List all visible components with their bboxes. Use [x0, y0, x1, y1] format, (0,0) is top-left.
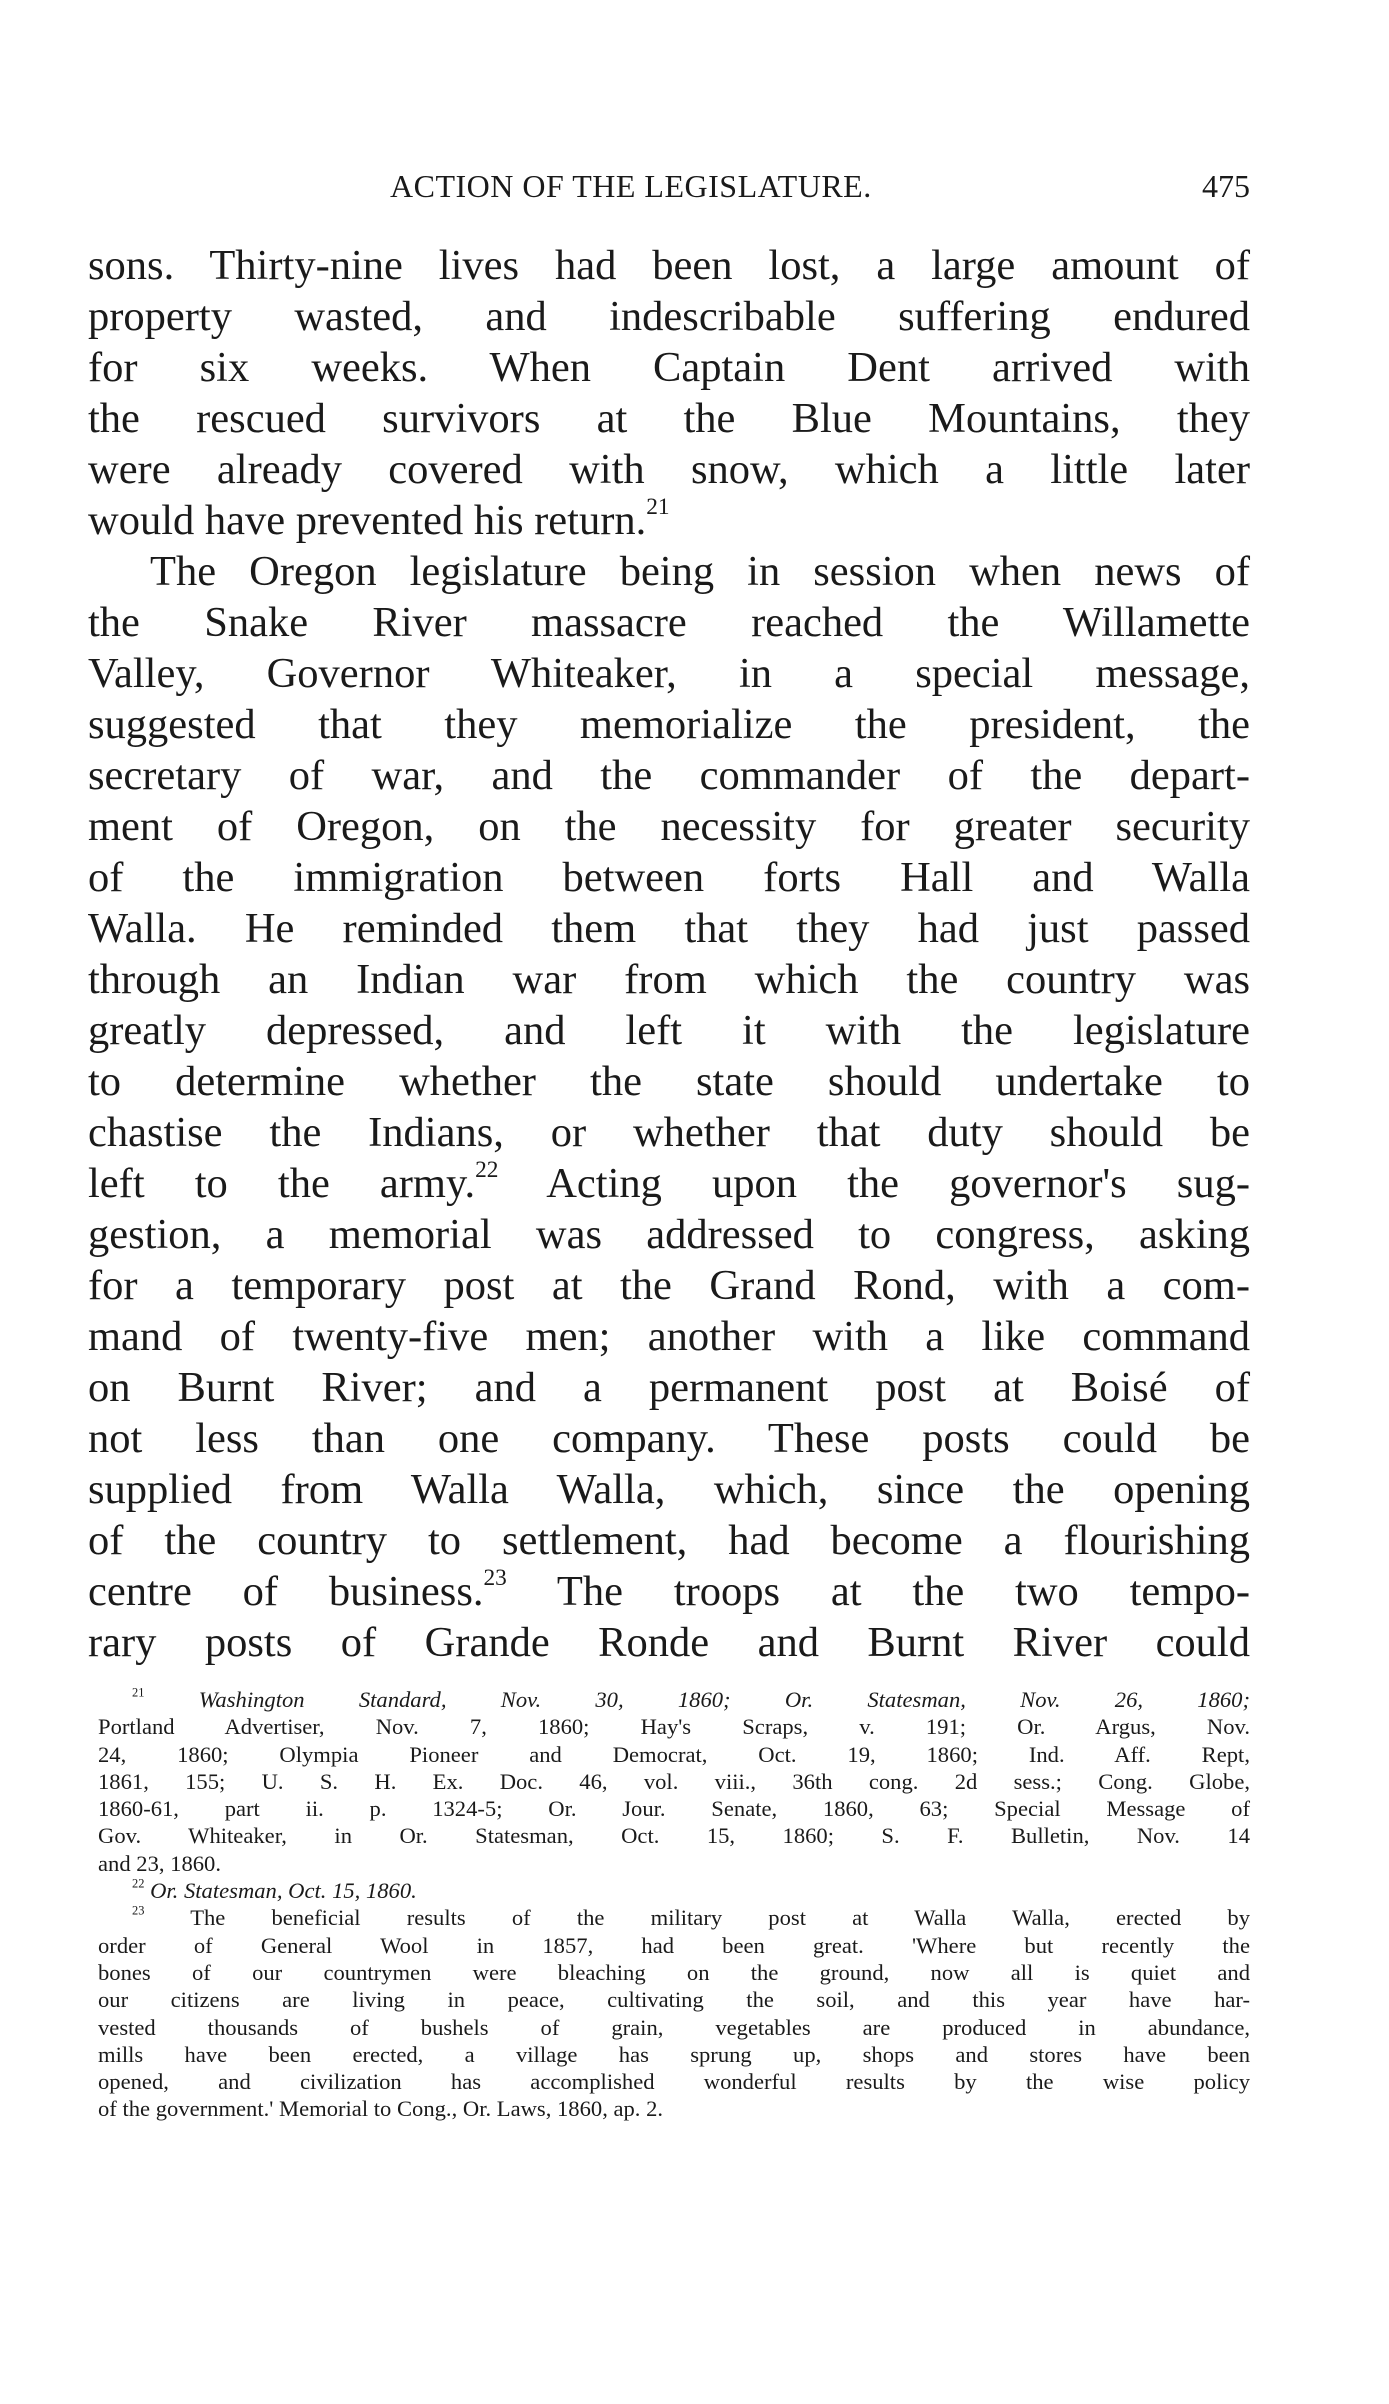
- text-line: through an Indian war from which the country was: [88, 956, 1250, 1003]
- footnote-line: bones of our countrymen were bleaching on the ground, now all is quiet and: [98, 1959, 1250, 1985]
- text-segment: left to the army.: [88, 1160, 476, 1207]
- text-segment: Acting upon the governor's sug-: [498, 1160, 1250, 1207]
- text-segment: The troops at the two tempo-: [506, 1568, 1251, 1615]
- footnote-line: Gov. Whiteaker, in Or. Statesman, Oct. 15, 1860; S. F. Bulletin, Nov. 14: [98, 1823, 1250, 1849]
- footnote-line: vested thousands of bushels of grain, vegetables are produced in abundance,: [98, 2014, 1250, 2040]
- footnote-text: The beneficial results of the military post at Walla Walla, erected by: [190, 1905, 1250, 1931]
- footnote-line: [98, 1686, 1250, 1713]
- text-line: to determine whether the state should undertake to: [88, 1058, 1250, 1105]
- footnote-line: mills have been erected, a village has sprung up, shops and stores have been: [98, 2041, 1250, 2067]
- footnote-ref-23: 23: [483, 1565, 507, 1592]
- footnote-text: Washington Standard, Nov. 30, 1860; Or. Statesman, Nov. 26, 1860;: [198, 1687, 1250, 1712]
- text-line: mand of twenty-five men; another with a like command: [88, 1313, 1250, 1360]
- text-line: [88, 1158, 1250, 1209]
- text-line: The Oregon legislature being in session when news of: [150, 548, 1250, 595]
- text-line: the rescued survivors at the Blue Mountains, they: [88, 395, 1250, 442]
- footnote-line: opened, and civilization has accomplished wonderful results by the wise policy: [98, 2069, 1250, 2095]
- footnote-22: [98, 1877, 1250, 1904]
- footnote-line: 24, 1860; Olympia Pioneer and Democrat, Oct. 19, 1860; Ind. Aff. Rept,: [98, 1741, 1250, 1767]
- footnote-line: of the government.' Memorial to Cong., Or. Laws, 1860, ap. 2.: [98, 2096, 664, 2122]
- text-line: sons. Thirty-nine lives had been lost, a large amount of: [88, 242, 1250, 289]
- footnote-line: order of General Wool in 1857, had been great. 'Where but recently the: [98, 1932, 1250, 1958]
- footnote-number: 21: [132, 1685, 145, 1700]
- footnote-line: [98, 1904, 1250, 1931]
- footnote-line: our citizens are living in peace, cultivating the soil, and this year have har-: [98, 1987, 1250, 2013]
- footnote-line: 1861, 155; U. S. H. Ex. Doc. 46, vol. viii., 36th cong. 2d sess.; Cong. Globe,: [98, 1768, 1250, 1794]
- text-line: [88, 495, 1250, 546]
- footnote-number: 22: [132, 1876, 145, 1891]
- text-line: chastise the Indians, or whether that duty should be: [88, 1109, 1250, 1156]
- text-line: [88, 1566, 1250, 1617]
- text-line: for six weeks. When Captain Dent arrived with: [88, 344, 1250, 391]
- footnote-text: Or. Statesman, Oct. 15, 1860.: [150, 1878, 417, 1904]
- text-line: Walla. He reminded them that they had just passed: [88, 905, 1250, 952]
- text-line: rary posts of Grande Ronde and Burnt River could: [88, 1619, 1250, 1666]
- text-line: suggested that they memorialize the president, the: [88, 701, 1250, 748]
- footnotes: [98, 1686, 1250, 2123]
- text-line: were already covered with snow, which a little later: [88, 446, 1250, 493]
- footnote-23: [98, 1904, 1250, 2122]
- text-line: not less than one company. These posts could be: [88, 1415, 1250, 1462]
- text-line: ment of Oregon, on the necessity for greater security: [88, 803, 1250, 850]
- text-line: secretary of war, and the commander of the depart-: [88, 752, 1250, 799]
- text-segment: centre of business.: [88, 1568, 484, 1615]
- text-line: of the country to settlement, had become a flourishing: [88, 1517, 1250, 1564]
- footnote-21: [98, 1686, 1250, 1877]
- footnote-line: [98, 1877, 1250, 1904]
- running-header: [90, 168, 1250, 218]
- footnote-line: Portland Advertiser, Nov. 7, 1860; Hay's Scraps, v. 191; Or. Argus, Nov.: [98, 1714, 1250, 1740]
- text-line: gestion, a memorial was addressed to congress, asking: [88, 1211, 1250, 1258]
- page-number: 475: [1202, 168, 1250, 204]
- text-line: supplied from Walla Walla, which, since the opening: [88, 1466, 1250, 1513]
- footnote-number: 23: [132, 1903, 145, 1918]
- text-line: Valley, Governor Whiteaker, in a special message,: [88, 650, 1250, 697]
- text-line: greatly depressed, and left it with the legislature: [88, 1007, 1250, 1054]
- text-line: the Snake River massacre reached the Willamette: [88, 599, 1250, 646]
- body-text: [88, 240, 1250, 1668]
- footnote-line: 1860-61, part ii. p. 1324-5; Or. Jour. Senate, 1860, 63; Special Message of: [98, 1796, 1250, 1822]
- text-line: for a temporary post at the Grand Rond, with a com-: [88, 1262, 1250, 1309]
- footnote-line: and 23, 1860.: [98, 1850, 221, 1876]
- text-line: of the immigration between forts Hall and Walla: [88, 854, 1250, 901]
- text-line: property wasted, and indescribable suffering endured: [88, 293, 1250, 340]
- footnote-ref-21: 21: [646, 494, 670, 521]
- text-segment: would have prevented his return.: [88, 497, 647, 544]
- running-title: ACTION OF THE LEGISLATURE.: [390, 168, 872, 204]
- text-line: on Burnt River; and a permanent post at Boisé of: [88, 1364, 1250, 1411]
- footnote-ref-22: 22: [475, 1157, 499, 1184]
